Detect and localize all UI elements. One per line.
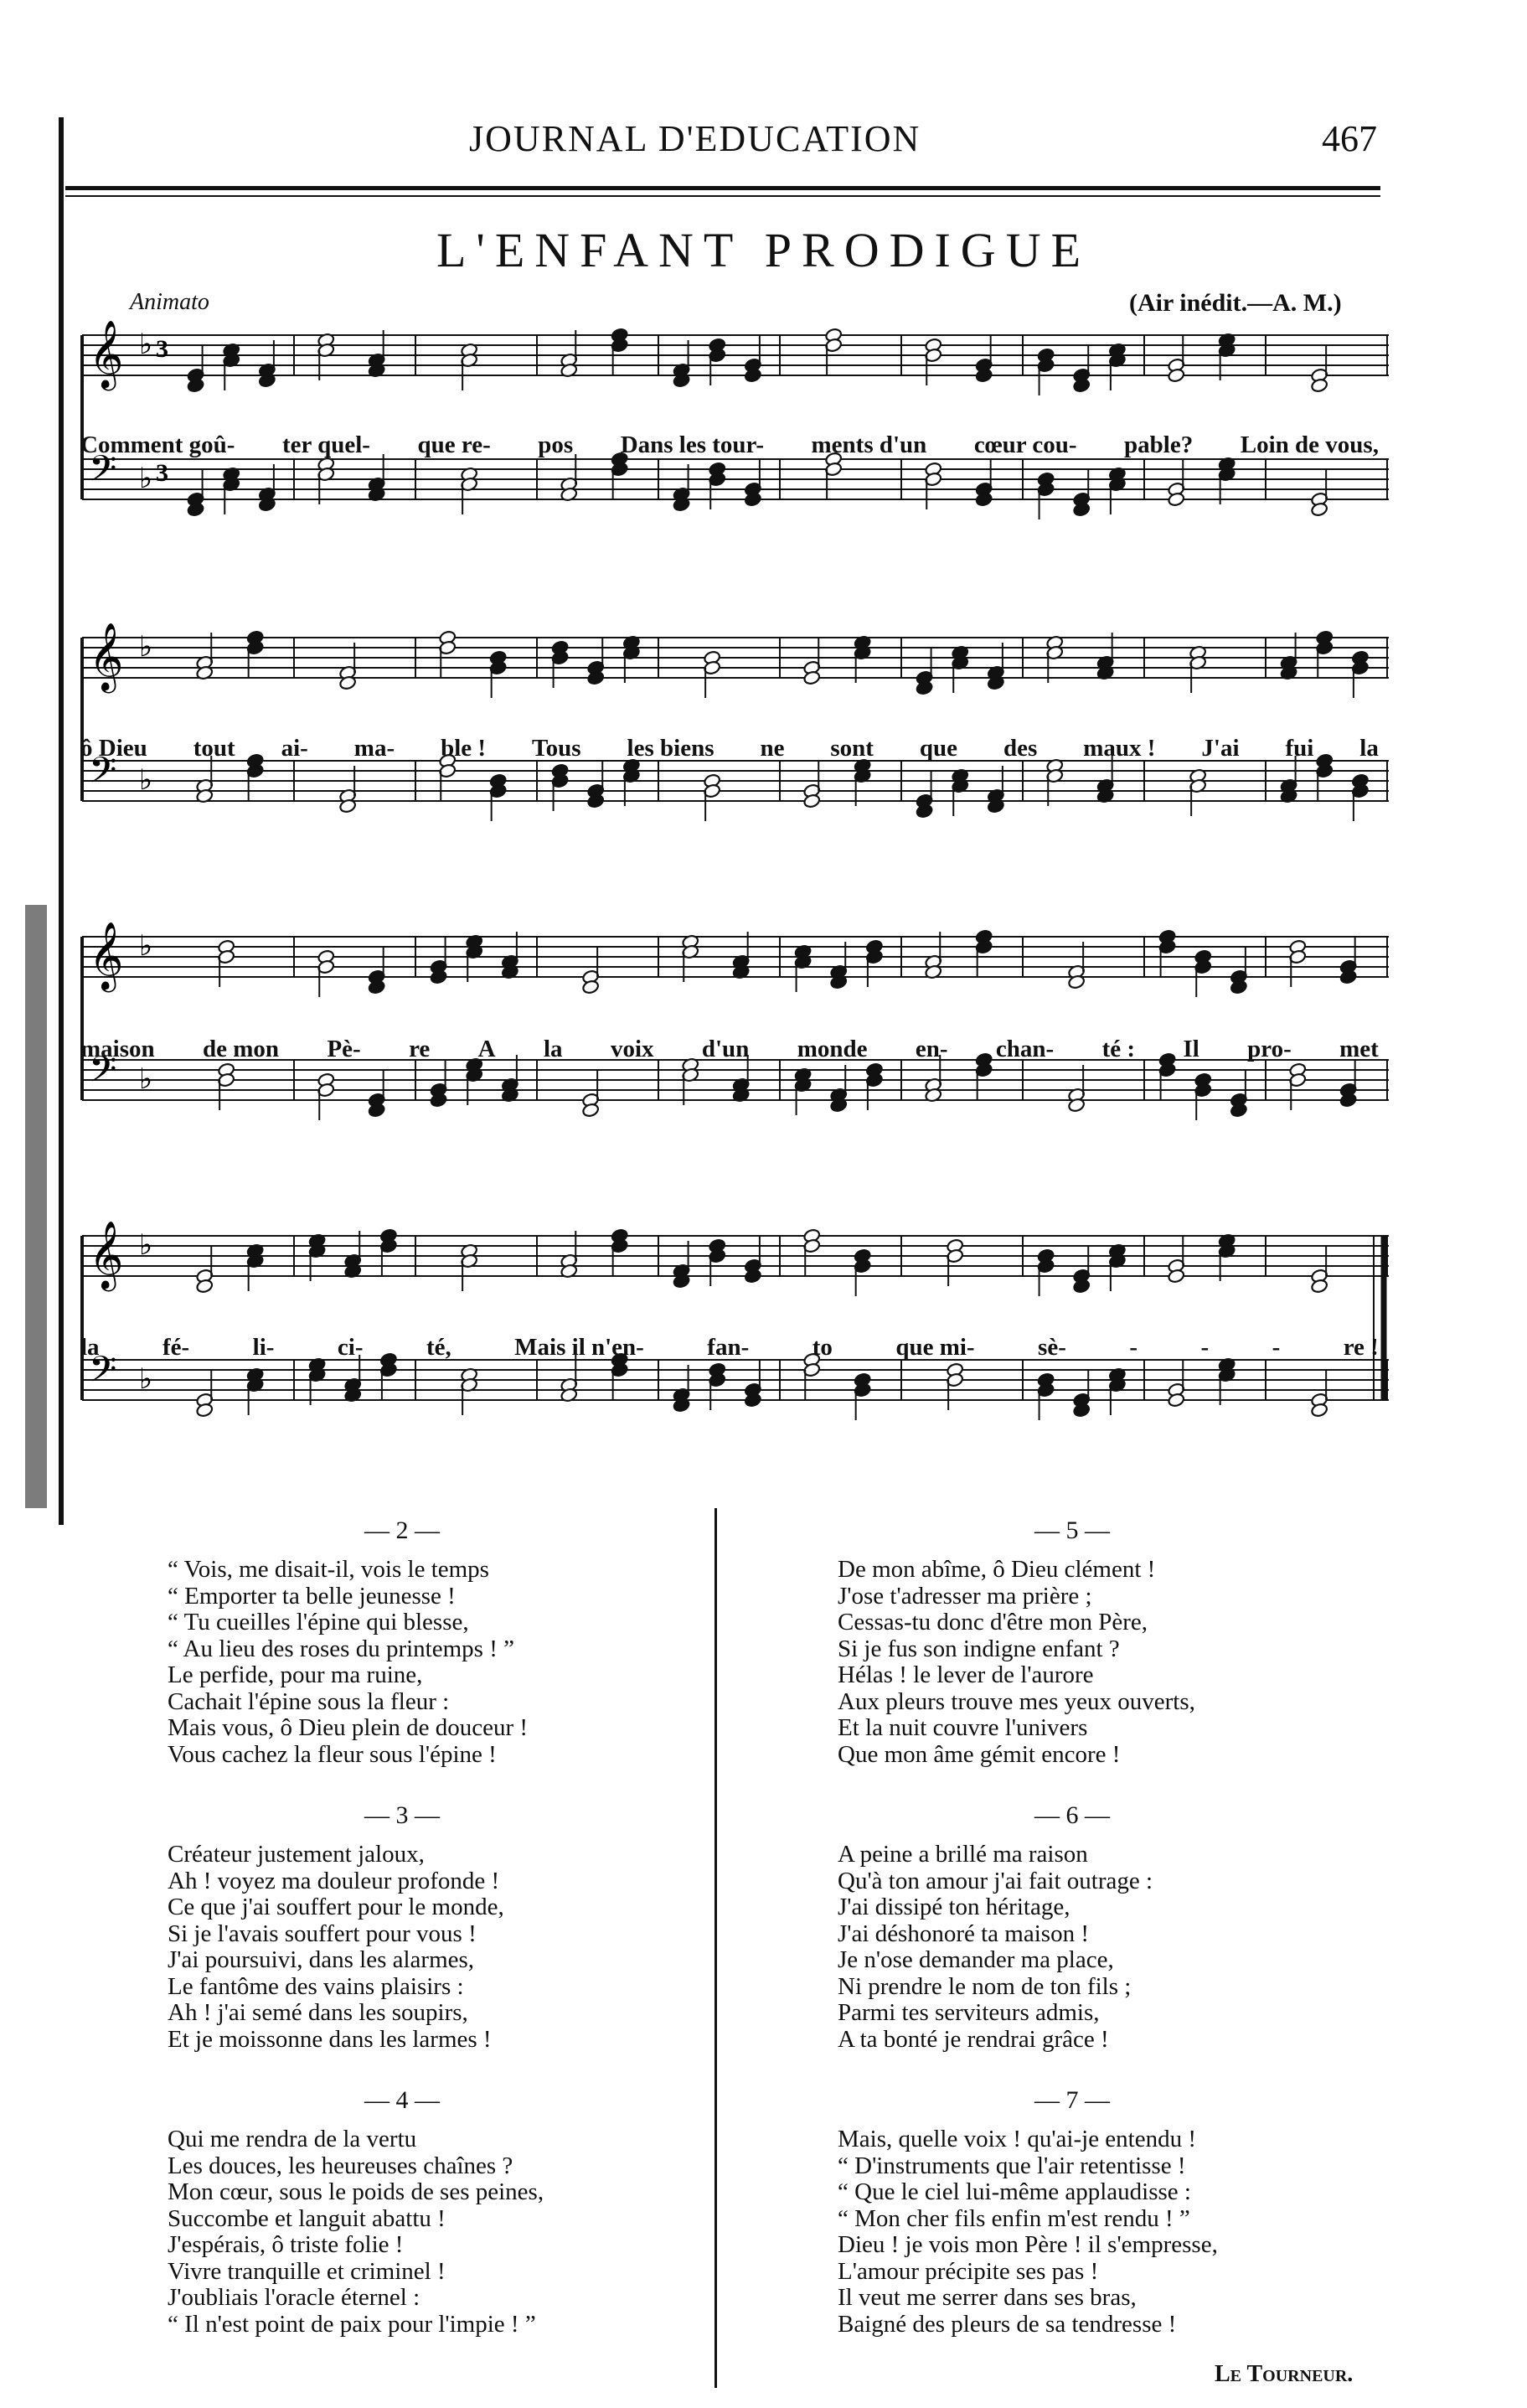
lyric-syllable: - (1129, 1334, 1138, 1361)
verse-line: Si je fus son indigne enfant ? (838, 1635, 1120, 1662)
verse-line: J'espérais, ô triste folie ! (168, 2231, 404, 2258)
verse-text (168, 1557, 528, 1768)
lyric-syllable: J'ai (1201, 735, 1240, 762)
verse-line: Vous cachez la fleur sous l'épine ! (168, 1740, 497, 1768)
verse-line: Parmi tes serviteurs admis, (838, 1999, 1100, 2026)
verse-number: — 2 — (364, 1517, 440, 1544)
lyric-syllable: fé- (163, 1334, 190, 1361)
treble-clef: 𝄞 (89, 622, 124, 690)
verse-line: Mais vous, ô Dieu plein de douceur ! (168, 1714, 529, 1741)
verse-line: Si je l'avais souffert pour vous ! (168, 1920, 477, 1947)
verse-line: “ Emporter ta belle jeunesse ! (168, 1582, 456, 1610)
flat-key-signature: ♭ (139, 1228, 153, 1262)
verse-line: Il veut me serrer dans ses bras, (838, 2284, 1137, 2311)
verse-line: Ce que j'ai souffert pour le monde, (168, 1894, 504, 1920)
verse-line: “ Au lieu des roses du printemps ! ” (168, 1635, 514, 1662)
lyric-syllable: de mon (203, 1036, 280, 1062)
verse-text (838, 2126, 1218, 2338)
lyric-syllable: - (1272, 1334, 1281, 1361)
verse-line: Et je moissonne dans les larmes ! (168, 2025, 492, 2053)
flat-key-signature: ♭ (139, 1362, 153, 1396)
lyric-syllable: ma- (353, 735, 395, 762)
lyric-syllable: to (812, 1334, 833, 1361)
verse-line: Qui me rendra de la vertu (168, 2126, 417, 2152)
lyric-syllable: maison (80, 1036, 155, 1062)
flat-key-signature: ♭ (139, 462, 153, 495)
column-divider (714, 1508, 717, 2388)
treble-clef: 𝄞 (89, 1220, 124, 1289)
header-rule (65, 186, 1380, 190)
verse-number: — 4 — (364, 2086, 440, 2114)
verse-line: A peine a brillé ma raison (838, 1841, 1088, 1868)
verse-line: J'ai poursuivi, dans les alarmes, (168, 1946, 475, 1973)
tempo-marking: Animato (130, 289, 209, 315)
treble-clef: 𝄞 (89, 921, 124, 990)
lyric-syllable: met (1339, 1036, 1379, 1062)
flat-key-signature: ♭ (139, 763, 153, 797)
lyric-syllable: fan- (707, 1334, 750, 1361)
time-signature: 3 (156, 335, 168, 363)
treble-clef: 𝄞 (89, 319, 124, 388)
binding-shadow (25, 905, 47, 1508)
lyric-syllable: pro- (1247, 1036, 1292, 1062)
lyric-syllable: cœur cou- (973, 431, 1077, 458)
bass-clef: 𝄢 (89, 750, 117, 800)
verse-line: L'amour précipite ses pas ! (838, 2257, 1099, 2285)
verse-line: Que mon âme gémit encore ! (838, 1740, 1121, 1768)
verse-line: J'ai dissipé ton héritage, (838, 1894, 1070, 1920)
lyric-syllable: que (919, 735, 958, 762)
lyric-syllable: Pè- (327, 1036, 361, 1062)
lyric-syllable: monde (797, 1036, 868, 1062)
verse-number: — 5 — (1034, 1517, 1110, 1544)
time-signature: 3 (156, 459, 168, 487)
verse-text (838, 1842, 1153, 2053)
lyric-syllable: tout (193, 735, 235, 762)
verse-number: — 6 — (1034, 1801, 1110, 1829)
verse-text (168, 2126, 544, 2338)
lyric-syllable: pos (538, 431, 574, 458)
verse-line: Cessas-tu donc d'être mon Père, (838, 1609, 1148, 1635)
lyric-syllable: Loin de vous, (1240, 431, 1379, 458)
lyric-syllable: chan- (995, 1036, 1055, 1062)
lyric-syllable: Comment goû- (80, 431, 235, 458)
lyric-syllable: ments d'un (811, 431, 927, 458)
lyric-syllable: d'un (701, 1036, 750, 1062)
lyric-syllable: ter quel- (281, 431, 370, 458)
left-margin-rule (59, 117, 64, 1525)
lyric-syllable: Dans les tour- (620, 431, 764, 458)
lyric-syllable: que mi- (895, 1334, 975, 1361)
verse-line: Cachait l'épine sous la fleur : (168, 1687, 450, 1715)
lyric-syllable: la (1359, 735, 1379, 762)
flat-key-signature: ♭ (139, 929, 153, 963)
lyric-syllable: re (409, 1036, 431, 1062)
verse-line: “ D'instruments que l'air retentisse ! (838, 2152, 1186, 2179)
journal-title: JOURNAL D'EDUCATION (469, 118, 921, 159)
lyric-syllable: ô Dieu (80, 735, 147, 762)
verse-line: Hélas ! le lever de l'aurore (838, 1661, 1094, 1688)
verse-line: Aux pleurs trouve mes yeux ouverts, (838, 1687, 1195, 1715)
verse-line: Mon cœur, sous le poids de ses peines, (168, 2178, 544, 2205)
lyric-syllable: Tous (531, 735, 581, 762)
lyric-syllable: té, (426, 1334, 451, 1361)
lyric-syllable: ne (760, 735, 785, 762)
verse-line: J'ose t'adresser ma prière ; (838, 1582, 1092, 1610)
lyric-syllable: en- (915, 1036, 948, 1062)
verse-line: “ Il n'est point de paix pour l'impie ! ” (168, 2310, 536, 2338)
lyric-syllable: - (1200, 1334, 1210, 1361)
verse-line: “ Tu cueilles l'épine qui blesse, (168, 1609, 469, 1635)
verse-line: Ni prendre le nom de ton fils ; (838, 1972, 1132, 2000)
verse-text (168, 1842, 504, 2053)
lyric-syllable: la (80, 1334, 100, 1361)
song-title: L'ENFANT PRODIGUE (436, 223, 1091, 277)
verse-line: Qu'à ton amour j'ai fait outrage : (838, 1867, 1153, 1894)
lyric-syllable: té : (1101, 1036, 1136, 1062)
lyric-syllable: ble ! (441, 735, 487, 762)
verse-line: Ah ! j'ai semé dans les soupirs, (168, 1999, 468, 2026)
lyric-syllable: A (477, 1036, 496, 1062)
lyric-syllable: ai- (281, 735, 308, 762)
lyric-syllable: que re- (417, 431, 491, 458)
verse-line: Succombe et languit abattu ! (168, 2204, 446, 2232)
music-score (74, 317, 1389, 1498)
lyric-syllable: les biens (627, 735, 714, 762)
flat-key-signature: ♭ (139, 1062, 153, 1096)
lyrics-line-2 (80, 735, 1379, 762)
flat-key-signature: ♭ (139, 328, 153, 361)
lyric-syllable: li- (252, 1334, 275, 1361)
lyrics-line-4 (80, 1334, 1379, 1362)
verse-line: Baigné des pleurs de sa tendresse ! (838, 2310, 1177, 2338)
verse-line: Créateur justement jaloux, (168, 1841, 425, 1868)
lyric-syllable: Mais il n'en- (514, 1334, 644, 1361)
lyric-syllable: maux ! (1083, 735, 1156, 762)
verse-line: J'ai déshonoré ta maison ! (838, 1920, 1089, 1947)
verse-line: De mon abîme, ô Dieu clément ! (838, 1556, 1156, 1583)
lyric-syllable: fui (1285, 735, 1314, 762)
verse-line: Et la nuit couvre l'univers (838, 1714, 1088, 1741)
verse-line: “ Mon cher fils enfin m'est rendu ! ” (838, 2204, 1190, 2232)
verse-number: — 3 — (364, 1801, 440, 1829)
header-rule-thin (65, 195, 1380, 197)
flat-key-signature: ♭ (139, 630, 153, 664)
lyrics-line-3 (80, 1036, 1379, 1063)
verse-line: Dieu ! je vois mon Père ! il s'empresse, (838, 2231, 1218, 2258)
lyric-syllable: sè- (1038, 1334, 1066, 1361)
verse-number: — 7 — (1034, 2086, 1110, 2114)
lyric-syllable: re ! (1343, 1334, 1379, 1361)
bass-clef: 𝄢 (89, 448, 117, 499)
lyric-syllable: Il (1183, 1036, 1199, 1062)
verse-line: Le perfide, pour ma ruine, (168, 1661, 423, 1688)
verse-line: Je n'ose demander ma place, (838, 1946, 1114, 1973)
verse-line: Ah ! voyez ma douleur profonde ! (168, 1867, 500, 1894)
lyric-syllable: ci- (337, 1334, 364, 1361)
author-signature: Le Tourneur. (1215, 2361, 1354, 2387)
bass-clef: 𝄢 (89, 1049, 117, 1099)
bass-clef: 𝄢 (89, 1349, 117, 1399)
song-credit: (Air inédit.—A. M.) (1129, 289, 1342, 317)
verse-line: Les douces, les heureuses chaînes ? (168, 2152, 513, 2179)
page-number: 467 (1322, 118, 1377, 159)
verse-line: “ Vois, me disait-il, vois le temps (168, 1556, 489, 1583)
verse-line: J'oubliais l'oracle éternel : (168, 2284, 420, 2311)
verse-line: Mais, quelle voix ! qu'ai-je entendu ! (838, 2126, 1197, 2152)
verse-line: A ta bonté je rendrai grâce ! (838, 2025, 1109, 2053)
verse-line: Vivre tranquille et criminel ! (168, 2257, 446, 2285)
lyric-syllable: des (1003, 735, 1038, 762)
lyric-syllable: pable? (1124, 431, 1194, 458)
verse-line: Le fantôme des vains plaisirs : (168, 1972, 464, 2000)
lyric-syllable: voix (610, 1036, 654, 1062)
lyric-syllable: la (544, 1036, 563, 1062)
verse-line: “ Que le ciel lui-même applaudisse : (838, 2178, 1191, 2205)
lyrics-line-1 (80, 431, 1379, 459)
lyric-syllable: sont (830, 735, 874, 762)
verse-text (838, 1557, 1195, 1768)
